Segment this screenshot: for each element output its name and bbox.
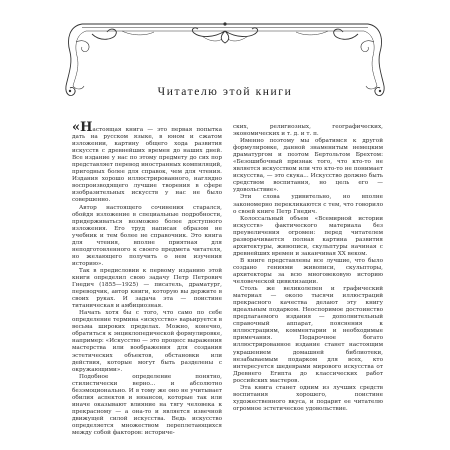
paragraph: Колоссальный объем «Всемирной истории искусств» фактического материала без преувеличения огромен: перед читателем разворачивается полная картина развития архитектуры, живописи, скульптуры начиная с древнейших времен и заканчивая XX веком. <box>233 215 383 257</box>
paragraph: Эти слова удивительно, но вполне закономерно перекликаются с тем, что говорило о своей книге Петр Гнедич. <box>233 194 383 215</box>
paragraph: В книге представлены все лучшие, что было создано гениями живописи, скульпторы, архитекторы за всю многовековую историю человеческой цивилизации. <box>233 257 383 286</box>
paragraph: Начать хотя бы с того, что само по себе определение термина «искусство» варьируется в весьма широких пределах. Можно, конечно, обратиться к энциклопедической формулировке, например: «Искусство — это процесс выражения мастерства или воображения для создания эстетических объектов, обстановки или действия, которые могут быть разделены с окружающими». <box>72 310 222 373</box>
paragraph: Так в предисловии к первому изданию этой книги определил свою задачу Петр Петрович Гнедич (1855—1925) — писатель, драматург, переводчик, автор книги, которую вы держите в своих руках. И задача эта — поистине титаническая и амбициозная. <box>72 267 222 310</box>
page-title: Читателю этой книги <box>157 86 293 98</box>
paragraph: Столь же великолепен и графический материал — около тысячи иллюстраций прекрасного качества делают эту книгу идеальным подарком. Неоспоримое достоинство предлагаемого издания — дополнительный справочный аппарат, пояснения к иллюстрациям, комментарии и необходимые примечания. Подарочное богато иллюстрированное издание станет настоящим украшением домашней библиотеки, незабываемым подарком для всех, кто интересуется шедеврами мирового искусства от Древнего Египта до классических работ российских мастеров. <box>233 286 383 384</box>
paragraph: Именно поэтому мы обратимся к другой формулировке, данной знаменитым немецким драматургом и поэтом Бертольтом Брехтом: «Безошибочный признак того, что кто-то не является искусством или что кто-то не понимает искусства, — это скука... Искусство должно быть средством воспитания, но цель его — удовольствие». <box>233 138 383 194</box>
paragraph: Подобное определение понятно, стилистически верно... и абсолютно безэмоционально. И в тому же оно не учитывает обилия аспектов и нюансов, которые так или иначе оказывают влияние на тягу человека к прекрасному — а она-то и является извечной движущей силой искусства. Ведь искусство определяется множеством переплетающихся между собой факторов: историче- <box>72 373 222 437</box>
paragraph: Эта книга станет одним из лучших средств воспитания хорошего, поистине художественного вкуса, и подарит ее читателю огромное эстетическое удовольствие. <box>233 384 383 412</box>
right-column <box>233 124 383 413</box>
left-column <box>72 120 222 437</box>
paragraph: ских, религиозных, географических, экономических и т. д. и т. п. <box>233 124 383 138</box>
paragraph: «Настоящая книга — это первая попытка дать на русском языке, в юном и сжатом изложении, картину общего хода развития искусств с древнейших времен до наших дней. Все издание у нас по этому предмету до сих пор представляет перевод иностранных компиляций, пригодных более для справок, чем для чтения. Издания хорошо иллюстрированного, наглядно воспроизводящего лучшие творения в сфере изобразительных искусств у нас не было совершенно. <box>72 120 222 204</box>
ornamental-frame <box>62 12 388 132</box>
paragraph: Автор настоящего сочинения старался, обойдя изложение в специальные подробности, придерживаться возможно более доступного изложения. Его труд написан образом не учебник и тем более не справочник. Это книга для чтения, вполне приятная для неподготовленного к своего предмета читателя, но желающего получить о нем изучения историю». <box>72 204 222 267</box>
